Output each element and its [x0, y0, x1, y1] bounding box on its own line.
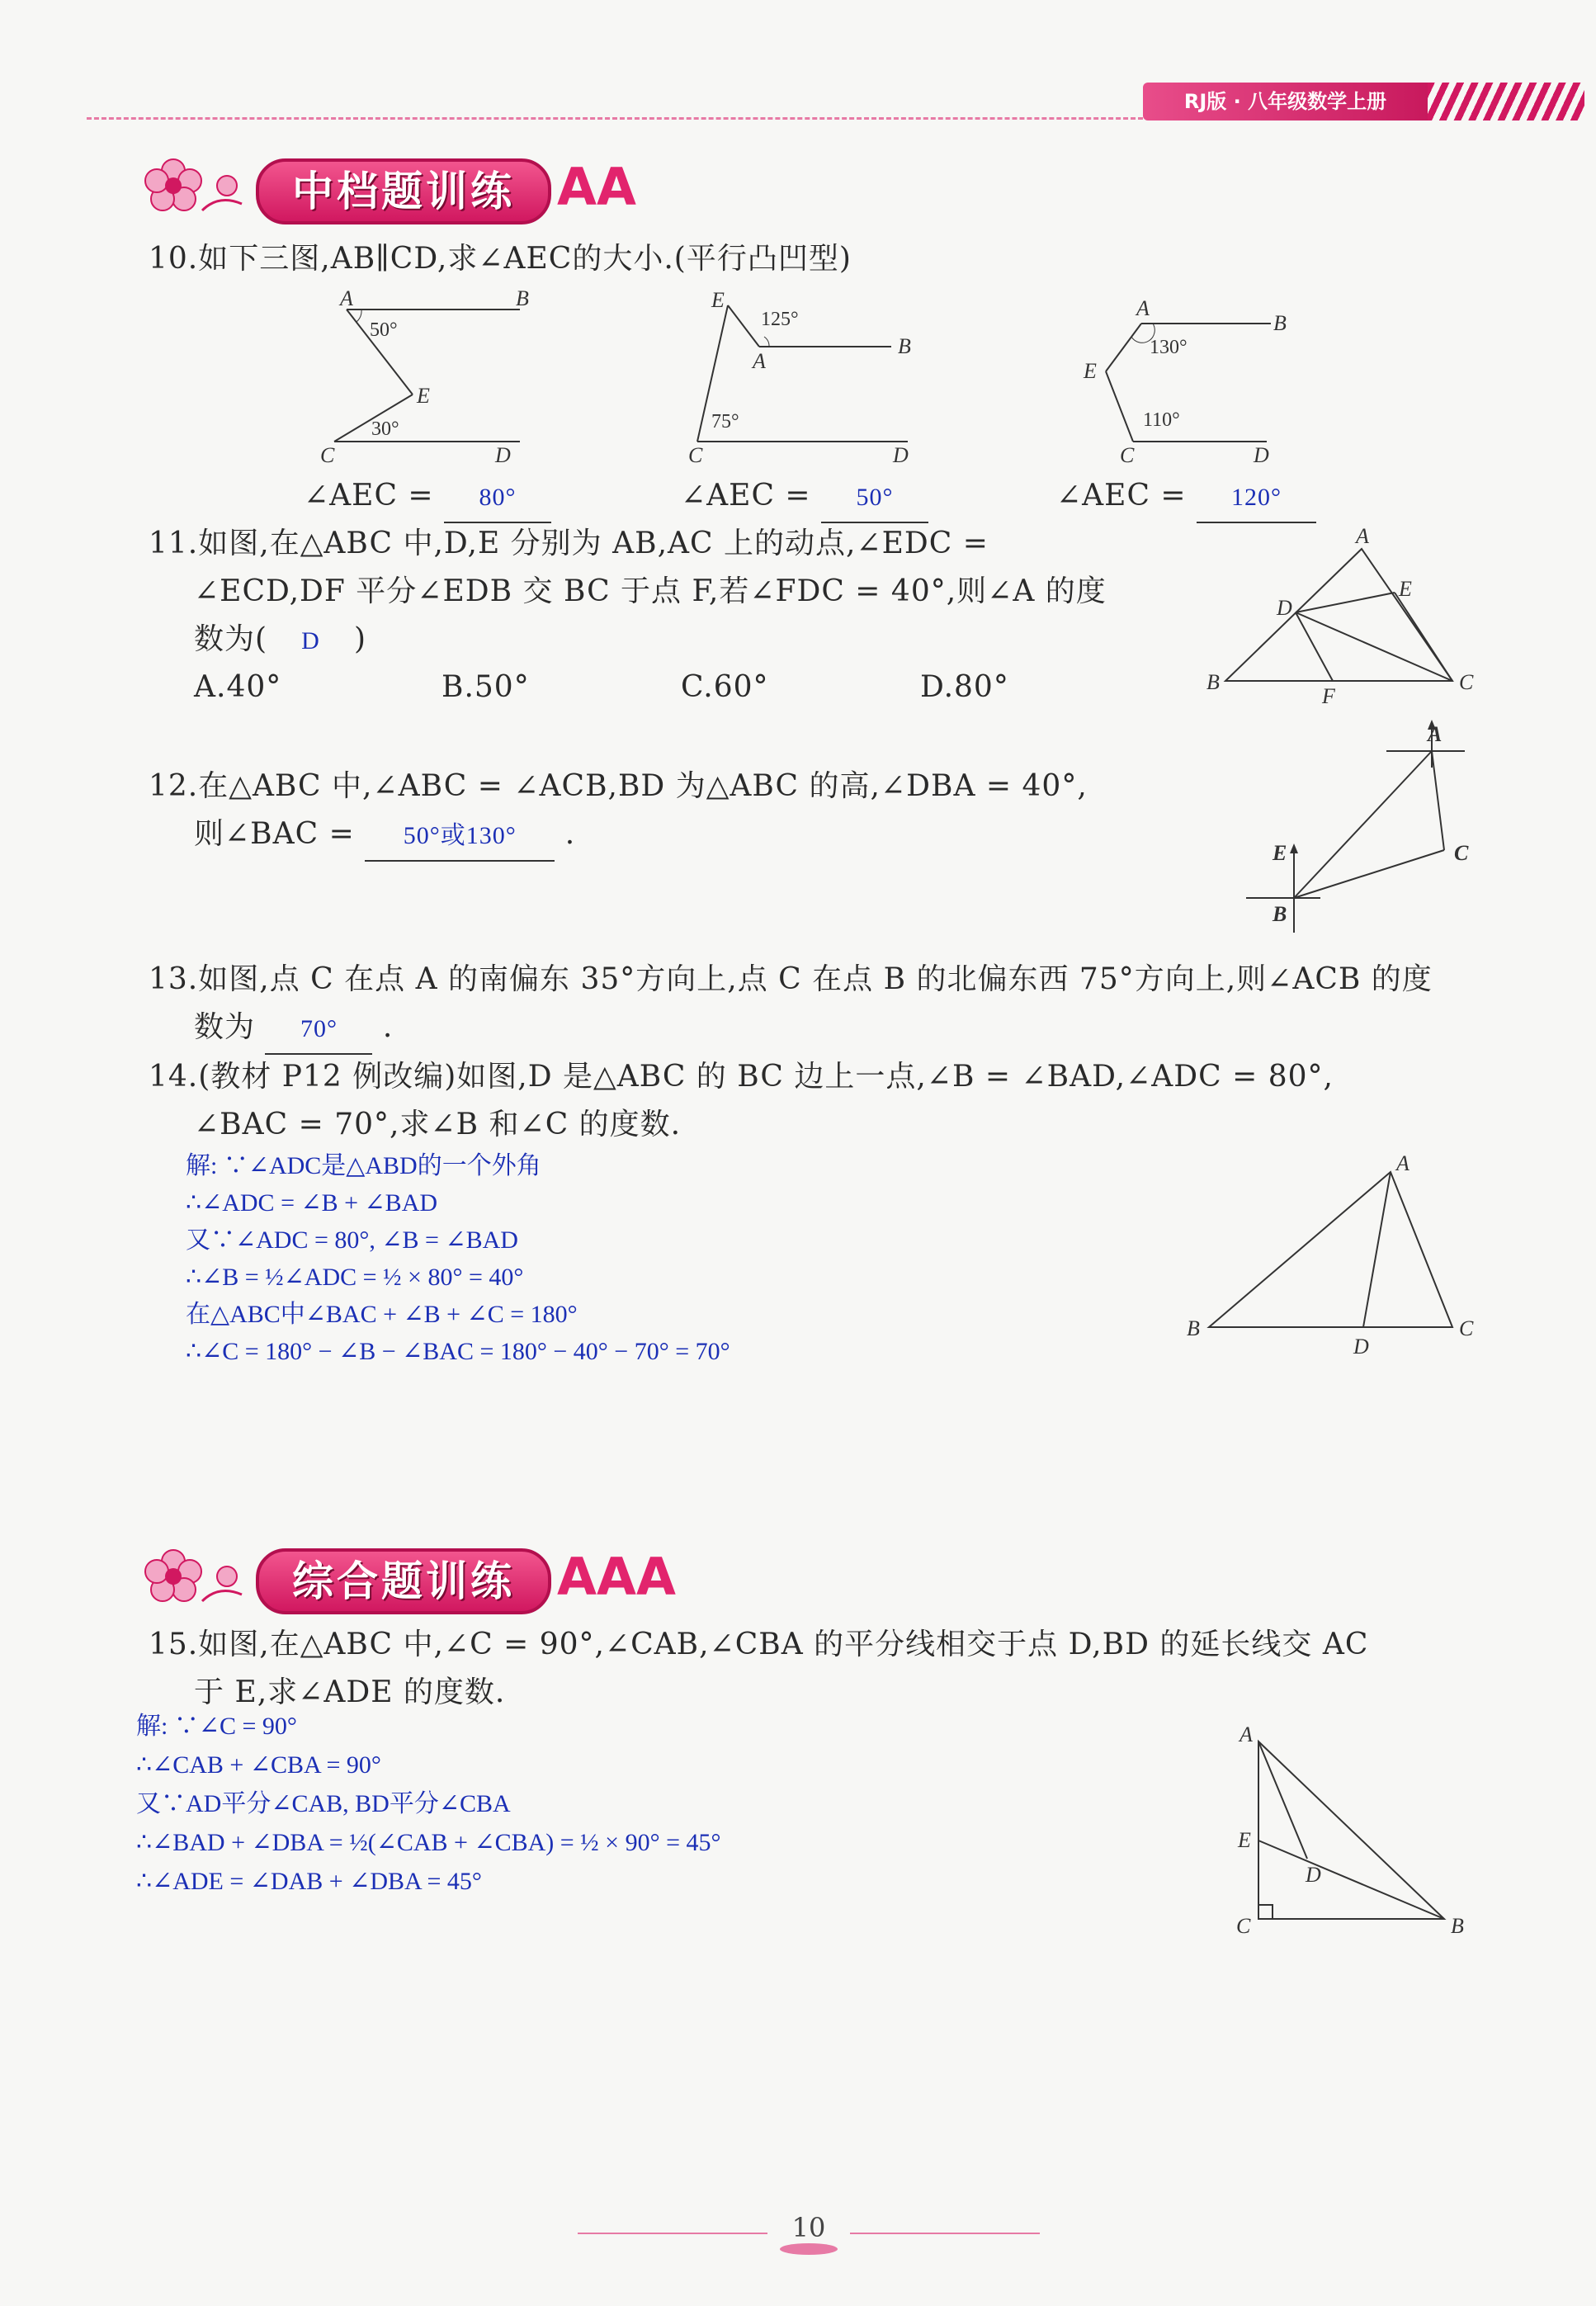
q10-fig1-angle1: 50° [370, 319, 398, 341]
q15-figure [1221, 1717, 1485, 1948]
svg-text:D: D [495, 443, 511, 467]
section1-title: 中档题训练 [256, 158, 551, 224]
svg-text:B: B [1451, 1914, 1464, 1938]
footer-line-right [850, 2233, 1040, 2234]
q13-line1: 13.如图,点 C 在点 A 的南偏东 35°方向上,点 C 在点 B 的北偏东西 75°方向上,则∠ACB 的度 [149, 962, 1433, 996]
q15-solution-line: 又∵AD平分∠CAB, BD平分∠CBA [136, 1790, 511, 1817]
q10-text: 10.如下三图,AB∥CD,求∠AEC的大小.(平行凸凹型) [149, 242, 852, 276]
q10-fig3-angle1: 130° [1150, 337, 1188, 358]
svg-text:E: E [711, 289, 725, 312]
q10-label-3: ∠AEC = [1056, 479, 1187, 513]
q15-solution-line: ∴∠BAD + ∠DBA = ½(∠CAB + ∠CBA) = ½ × 90° = 45° [136, 1829, 721, 1856]
svg-text:C: C [1454, 841, 1469, 865]
svg-text:B: B [1206, 670, 1220, 694]
q13-suffix: . [382, 1010, 394, 1044]
svg-text:A: A [753, 349, 766, 373]
q15-line2: 于 E,求∠ADE 的度数. [194, 1675, 506, 1709]
q11-line2: ∠ECD,DF 平分∠EDB 交 BC 于点 F,若∠FDC = 40°,则∠A 的度 [194, 574, 1107, 608]
footer-line-left [578, 2233, 767, 2234]
flower-icon [144, 153, 252, 219]
q10-answer-2: 50° [821, 474, 928, 523]
q14-solution-line: 解: ∵∠ADC是△ABD的一个外角 [186, 1152, 541, 1179]
q10-label-1: ∠AEC = [304, 479, 434, 513]
book-icon [780, 2243, 838, 2255]
svg-text:E: E [1084, 359, 1097, 383]
svg-text:C: C [1459, 1316, 1474, 1340]
q12-figure [1221, 718, 1494, 933]
q10-fig2-angle2: 75° [711, 411, 739, 432]
q14-solution-line: ∴∠ADC = ∠B + ∠BAD [186, 1189, 438, 1217]
q10-answer-3-row [1056, 472, 1316, 523]
svg-text:C: C [1236, 1914, 1251, 1938]
svg-text:D: D [1254, 443, 1269, 467]
q14-solution-line: ∴∠B = ½∠ADC = ½ × 80° = 40° [186, 1264, 524, 1291]
q12-line1: 12.在△ABC 中,∠ABC = ∠ACB,BD 为△ABC 的高,∠DBA = 40°, [149, 769, 1088, 803]
q10-answer-1: 80° [444, 474, 551, 523]
q11-option-c: C.60° [681, 670, 769, 704]
svg-text:C: C [688, 443, 703, 467]
svg-text:D: D [1353, 1335, 1369, 1359]
q14-solution-line: 又∵∠ADC = 80°, ∠B = ∠BAD [186, 1226, 518, 1254]
svg-text:D: D [1306, 1863, 1321, 1887]
q14-solution [186, 1147, 730, 1370]
svg-text:C: C [1120, 443, 1135, 467]
svg-text:B: B [1273, 311, 1287, 335]
section1-level: AA [557, 157, 636, 217]
q10-label-2: ∠AEC = [681, 479, 811, 513]
q12-line2 [194, 810, 575, 862]
q10-figure-3 [1069, 289, 1316, 470]
svg-text:B: B [1273, 902, 1287, 926]
svg-text:A: A [340, 289, 353, 310]
svg-text:B: B [516, 289, 529, 310]
q15-solution-line: ∴∠ADE = ∠DAB + ∠DBA = 45° [136, 1868, 482, 1895]
q11-line3 [194, 616, 366, 665]
q11-option-d: D.80° [920, 670, 1009, 704]
q14-figure [1172, 1147, 1502, 1362]
q13-answer: 70° [265, 1005, 372, 1055]
section2-level: AAA [557, 1547, 676, 1607]
svg-text:E: E [417, 384, 430, 408]
q12-prefix: 则∠BAC = [194, 817, 355, 851]
section2-title: 综合题训练 [256, 1548, 551, 1614]
q12-answer: 50°或130° [365, 812, 555, 862]
q10-figure-2 [677, 289, 924, 470]
svg-text:B: B [898, 334, 911, 358]
q10-answer-3: 120° [1197, 474, 1316, 523]
svg-text:E: E [1238, 1828, 1251, 1852]
q15-solution-line: 解: ∵∠C = 90° [136, 1713, 297, 1740]
svg-text:D: D [1277, 596, 1292, 620]
q15-solution-line: ∴∠CAB + ∠CBA = 90° [136, 1751, 381, 1779]
q11-option-a: A.40° [194, 670, 282, 704]
svg-text:E: E [1399, 577, 1412, 601]
q12-suffix: . [564, 817, 576, 851]
svg-text:C: C [1459, 670, 1474, 694]
q10-fig3-angle2: 110° [1143, 409, 1180, 431]
q11-prefix: 数为( [194, 622, 268, 656]
svg-text:A: A [1428, 722, 1443, 746]
q10-figure-1 [314, 289, 536, 470]
svg-text:A: A [1239, 1722, 1253, 1746]
q10-answer-2-row [681, 472, 928, 523]
q11-figure [1197, 520, 1485, 710]
header-stripes [1428, 83, 1584, 120]
q15-solution [136, 1707, 721, 1901]
q14-line1: 14.(教材 P12 例改编)如图,D 是△ABC 的 BC 边上一点,∠B = ∠BAD,∠ADC = 80°, [149, 1060, 1334, 1094]
page-number: 10 [791, 2212, 826, 2243]
header-dashed-line [87, 117, 1143, 120]
q13-line2 [194, 1004, 393, 1055]
q10-fig2-angle1: 125° [761, 309, 799, 330]
svg-text:B: B [1187, 1316, 1200, 1340]
svg-text:A: A [1396, 1151, 1409, 1175]
q15-line1: 15.如图,在△ABC 中,∠C = 90°,∠CAB,∠CBA 的平分线相交于点 D,BD 的延长线交 AC [149, 1628, 1369, 1661]
svg-text:C: C [320, 443, 335, 467]
svg-text:A: A [1136, 296, 1150, 320]
q11-option-b: B.50° [441, 670, 530, 704]
q14-line2: ∠BAC = 70°,求∠B 和∠C 的度数. [194, 1108, 682, 1141]
q11-suffix: ) [353, 622, 366, 656]
svg-text:E: E [1273, 841, 1287, 865]
q14-solution-line: 在△ABC中∠BAC + ∠B + ∠C = 180° [186, 1301, 578, 1328]
q14-solution-line: ∴∠C = 180° − ∠B − ∠BAC = 180° − 40° − 70° = 70° [186, 1338, 730, 1365]
svg-text:F: F [1322, 684, 1335, 708]
svg-text:A: A [1356, 524, 1369, 548]
svg-text:D: D [893, 443, 909, 467]
q11-answer: D [301, 627, 320, 654]
flower-icon [144, 1543, 252, 1609]
q10-fig1-angle2: 30° [371, 418, 399, 440]
edition-tag: RJ版 · 八年级数学上册 [1143, 83, 1428, 120]
q11-line1: 11.如图,在△ABC 中,D,E 分别为 AB,AC 上的动点,∠EDC = [149, 527, 989, 560]
q10-answer-1-row [304, 472, 551, 523]
q13-prefix: 数为 [194, 1010, 256, 1044]
